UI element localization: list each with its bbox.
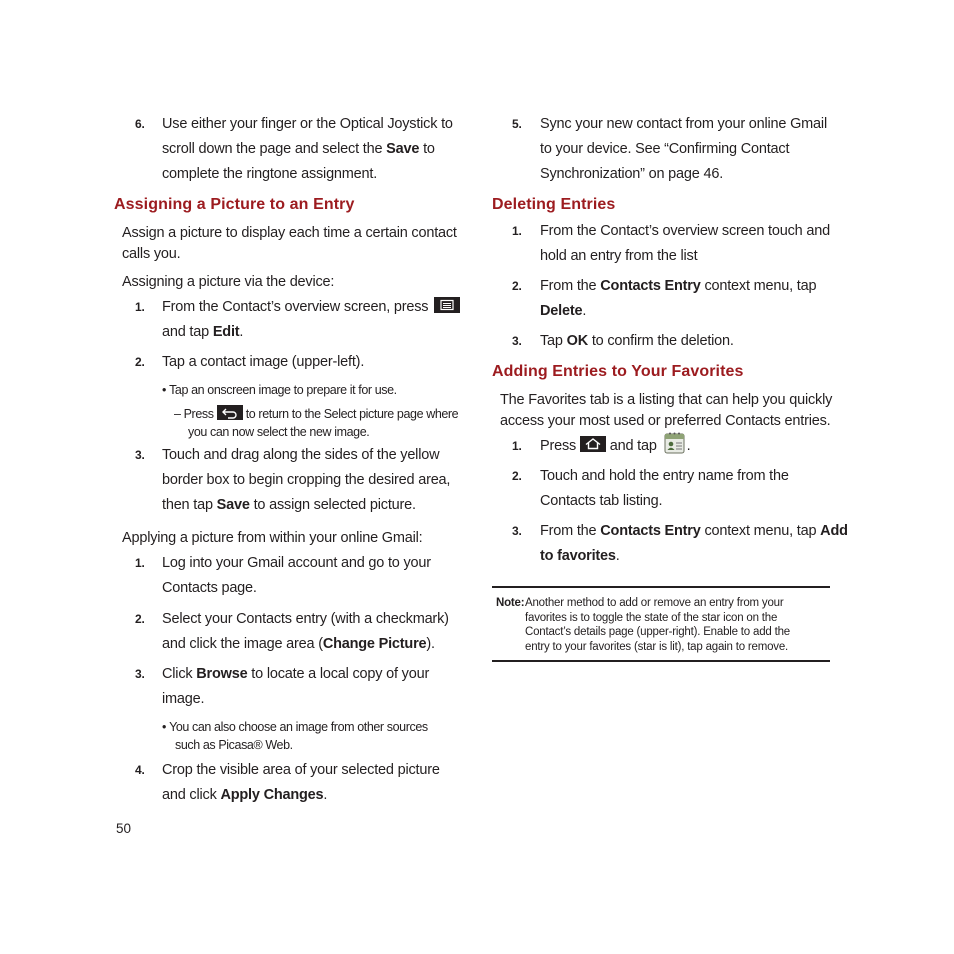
bullet-item bbox=[162, 718, 428, 754]
note-box bbox=[492, 586, 830, 662]
step-text: and tap bbox=[162, 324, 209, 340]
bold-term: Save bbox=[386, 141, 420, 157]
step-text: to assign selected picture. bbox=[253, 497, 416, 513]
step-text: Crop the visible area of your selected picture bbox=[162, 762, 440, 778]
bold-term: Browse bbox=[196, 666, 248, 682]
step-text: Sync your new contact from your online Gmail bbox=[540, 116, 827, 132]
bold-term: Contacts Entry bbox=[600, 523, 701, 539]
menu-key-icon bbox=[434, 297, 460, 313]
bold-term: OK bbox=[566, 333, 588, 349]
step-number: 1. bbox=[512, 224, 522, 238]
step-text: Synchronization” on page 46. bbox=[540, 166, 724, 182]
bullet-text: such as Picasa® Web. bbox=[175, 738, 293, 752]
step-text: Tap a contact image (upper-left). bbox=[162, 354, 365, 370]
step-text: to confirm the deletion. bbox=[591, 333, 734, 349]
step-text: Use either your finger or the Optical Joystick to bbox=[162, 116, 453, 132]
home-key-icon bbox=[580, 436, 606, 452]
bold-term: Change Picture bbox=[322, 636, 427, 652]
step-text: Touch and hold the entry name from the bbox=[540, 468, 789, 484]
step-text: . bbox=[686, 438, 691, 454]
step-text: scroll down the page and select the bbox=[162, 141, 383, 157]
bold-term: Apply Changes bbox=[220, 787, 324, 803]
step-number: 3. bbox=[135, 667, 145, 681]
step-text: . bbox=[323, 787, 328, 803]
bullet-dot: • bbox=[162, 383, 166, 397]
step-text: From the Contact’s overview screen, press bbox=[162, 299, 429, 315]
bullet-text: Tap an onscreen image to prepare it for use. bbox=[169, 383, 397, 397]
step-text: Contacts page. bbox=[162, 580, 257, 596]
step-text: Press bbox=[540, 438, 577, 454]
step-text: context menu, tap bbox=[704, 523, 817, 539]
step-text: . bbox=[582, 303, 587, 319]
section-heading: Adding Entries to Your Favorites bbox=[492, 363, 744, 380]
bold-term: Contacts Entry bbox=[600, 278, 701, 294]
contacts-app-icon bbox=[663, 431, 687, 455]
step-number: 5. bbox=[512, 117, 522, 131]
step-text: to locate a local copy of your bbox=[251, 666, 430, 682]
bold-term: to favorites bbox=[540, 548, 616, 564]
intro-paragraph: Applying a picture from within your online Gmail: bbox=[122, 530, 423, 546]
step-text: then tap bbox=[162, 497, 213, 513]
step-text: Log into your Gmail account and go to your bbox=[162, 555, 431, 571]
step-text: From the Contact’s overview screen touch and bbox=[540, 223, 830, 239]
section-heading: Deleting Entries bbox=[492, 196, 616, 213]
bullet-item bbox=[162, 381, 397, 399]
step-text: From the bbox=[540, 523, 597, 539]
step-text: and tap bbox=[609, 438, 657, 454]
step-text: hold an entry from the list bbox=[540, 248, 698, 264]
note-label: Note: bbox=[496, 597, 525, 609]
step-number: 2. bbox=[512, 469, 522, 483]
step-text: and click the image area ( bbox=[162, 636, 323, 652]
step-number: 1. bbox=[512, 439, 522, 453]
step-text: . bbox=[239, 324, 244, 340]
step-text: complete the ringtone assignment. bbox=[162, 166, 378, 182]
note-text: Contact’s details page (upper-right). Enable to add the bbox=[525, 626, 790, 638]
step-text: . bbox=[615, 548, 620, 564]
step-number: 4. bbox=[135, 763, 145, 777]
dash-text: you can now select the new image. bbox=[188, 425, 370, 439]
step-number: 2. bbox=[135, 355, 145, 369]
step-text: Tap bbox=[540, 333, 563, 349]
step-number: 3. bbox=[512, 524, 522, 538]
step-text: Contacts tab listing. bbox=[540, 493, 663, 509]
bullet-text: You can also choose an image from other sources bbox=[169, 720, 428, 734]
bullet-dot: • bbox=[162, 720, 166, 734]
bold-term: Delete bbox=[540, 303, 583, 319]
step-text: context menu, tap bbox=[704, 278, 817, 294]
step-number: 1. bbox=[135, 300, 145, 314]
section-heading: Assigning a Picture to an Entry bbox=[114, 196, 355, 213]
bold-term: Edit bbox=[212, 324, 240, 340]
step-text: and click bbox=[162, 787, 217, 803]
note-text: entry to your favorites (star is lit), tap again to remove. bbox=[525, 640, 789, 653]
step-text: border box to begin cropping the desired area, bbox=[162, 472, 451, 488]
dash-text: to return to the Select picture page where bbox=[245, 407, 459, 421]
step-number: 3. bbox=[512, 334, 522, 348]
bold-term: Save bbox=[216, 497, 250, 513]
step-number: 2. bbox=[512, 279, 522, 293]
page-number: 50 bbox=[116, 821, 132, 836]
intro-paragraph: The Favorites tab is a listing that can help you quickly access your most used or preferred Contacts entries. bbox=[500, 392, 833, 429]
step-number: 3. bbox=[135, 448, 145, 462]
step-text: to bbox=[423, 141, 435, 157]
bold-term: Add bbox=[820, 523, 848, 539]
intro-paragraph: Assign a picture to display each time a certain contact calls you. bbox=[122, 225, 457, 262]
step-text: Select your Contacts entry (with a checkmark) bbox=[162, 611, 449, 627]
step-text: image. bbox=[162, 691, 205, 707]
step-text: to your device. See “Confirming Contact bbox=[540, 141, 790, 157]
step-text: Touch and drag along the sides of the yellow bbox=[162, 447, 440, 463]
step-text: Click bbox=[162, 666, 193, 682]
intro-paragraph: Assigning a picture via the device: bbox=[122, 274, 335, 290]
step-number: 2. bbox=[135, 612, 145, 626]
step-text: From the bbox=[540, 278, 597, 294]
note-text: favorites is to toggle the state of the star icon on the bbox=[525, 611, 778, 624]
dash-text: Press bbox=[183, 407, 214, 421]
step-number: 1. bbox=[135, 556, 145, 570]
step-text: ). bbox=[426, 636, 435, 652]
back-key-icon bbox=[217, 405, 243, 420]
dash-item: – Press to return to the Select picture page where you can now select the new image. bbox=[174, 407, 459, 439]
step-number: 6. bbox=[135, 117, 145, 131]
note-text: Another method to add or remove an entry from your bbox=[525, 597, 784, 609]
